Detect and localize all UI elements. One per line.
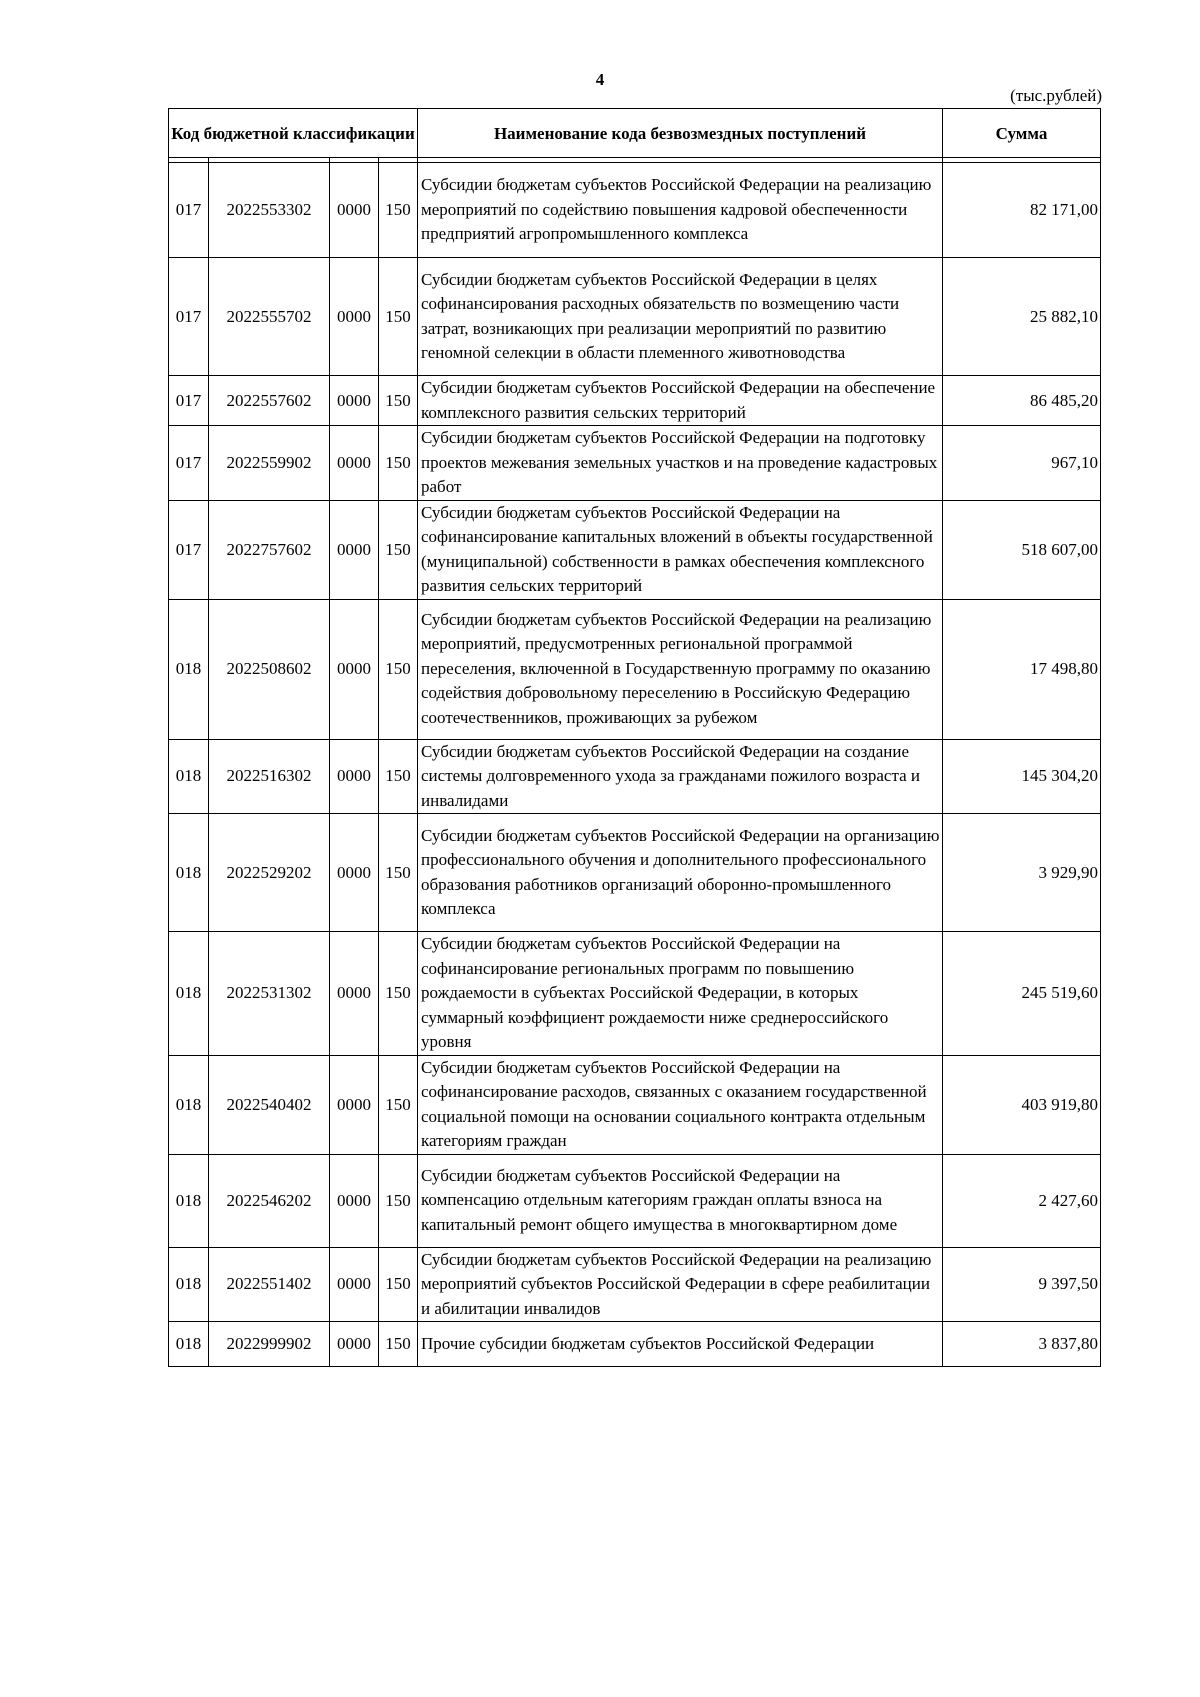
description-cell: Субсидии бюджетам субъектов Российской Федерации на реализацию мероприятий субъектов Российской Федерации в сфере реабилитации и абилитации инвалидов	[418, 1247, 943, 1322]
description-cell: Субсидии бюджетам субъектов Российской Федерации на создание системы долговременного ухода за гражданами пожилого возраста и инвалидами	[418, 739, 943, 814]
classification-code-cell: 2022508602	[209, 599, 330, 739]
description-cell: Субсидии бюджетам субъектов Российской Федерации на подготовку проектов межевания земельных участков и на проведение кадастровых работ	[418, 426, 943, 501]
program-code-cell: 0000	[330, 426, 379, 501]
description-cell: Субсидии бюджетам субъектов Российской Федерации на реализацию мероприятий, предусмотренных региональной программой переселения, включенной в Государственную программу по оказанию содействия добровольному переселению в Российскую Федерацию соотечественников, проживающих за рубежом	[418, 599, 943, 739]
classification-code-cell: 2022531302	[209, 932, 330, 1056]
sum-cell: 967,10	[943, 426, 1101, 501]
classification-code-cell: 2022559902	[209, 426, 330, 501]
description-cell: Субсидии бюджетам субъектов Российской Федерации на компенсацию отдельным категориям граждан оплаты взноса на капитальный ремонт общего имущества в многоквартирном доме	[418, 1154, 943, 1247]
classification-code-cell: 2022757602	[209, 500, 330, 599]
admin-code-cell: 017	[169, 258, 209, 376]
kosgu-code-cell: 150	[379, 258, 418, 376]
header-code: Код бюджетной классификации	[169, 109, 418, 158]
sum-cell: 145 304,20	[943, 739, 1101, 814]
kosgu-code-cell: 150	[379, 1322, 418, 1367]
kosgu-code-cell: 150	[379, 599, 418, 739]
kosgu-code-cell: 150	[379, 1247, 418, 1322]
table-row	[169, 1247, 1101, 1322]
admin-code-cell: 018	[169, 1322, 209, 1367]
header-sum: Сумма	[943, 109, 1101, 158]
table-row	[169, 739, 1101, 814]
classification-code-cell: 2022546202	[209, 1154, 330, 1247]
program-code-cell: 0000	[330, 500, 379, 599]
kosgu-code-cell: 150	[379, 814, 418, 932]
sum-cell: 9 397,50	[943, 1247, 1101, 1322]
table-row	[169, 163, 1101, 258]
description-cell: Субсидии бюджетам субъектов Российской Федерации на организацию профессионального обучения и дополнительного профессионального образования работников организаций оборонно-промышленного комплекса	[418, 814, 943, 932]
program-code-cell: 0000	[330, 376, 379, 426]
table-header-row	[169, 109, 1101, 158]
classification-code-cell: 2022999902	[209, 1322, 330, 1367]
kosgu-code-cell: 150	[379, 739, 418, 814]
table-row	[169, 376, 1101, 426]
classification-code-cell: 2022551402	[209, 1247, 330, 1322]
admin-code-cell: 018	[169, 599, 209, 739]
kosgu-code-cell: 150	[379, 426, 418, 501]
units-label: (тыс.рублей)	[1010, 86, 1102, 105]
admin-code-cell: 017	[169, 500, 209, 599]
table-row	[169, 426, 1101, 501]
table-row	[169, 932, 1101, 1056]
table-row	[169, 1055, 1101, 1154]
table-row	[169, 814, 1101, 932]
program-code-cell: 0000	[330, 1247, 379, 1322]
admin-code-cell: 017	[169, 163, 209, 258]
table-row	[169, 599, 1101, 739]
sum-cell: 86 485,20	[943, 376, 1101, 426]
sum-cell: 403 919,80	[943, 1055, 1101, 1154]
classification-code-cell: 2022557602	[209, 376, 330, 426]
program-code-cell: 0000	[330, 1322, 379, 1367]
program-code-cell: 0000	[330, 932, 379, 1056]
classification-code-cell: 2022555702	[209, 258, 330, 376]
classification-code-cell: 2022540402	[209, 1055, 330, 1154]
kosgu-code-cell: 150	[379, 376, 418, 426]
sum-cell: 17 498,80	[943, 599, 1101, 739]
page-number: 4	[595, 70, 605, 89]
sum-cell: 2 427,60	[943, 1154, 1101, 1247]
description-cell: Прочие субсидии бюджетам субъектов Российской Федерации	[418, 1322, 943, 1367]
sum-cell: 3 929,90	[943, 814, 1101, 932]
sum-cell: 245 519,60	[943, 932, 1101, 1056]
admin-code-cell: 017	[169, 426, 209, 501]
table-row	[169, 258, 1101, 376]
kosgu-code-cell: 150	[379, 163, 418, 258]
description-cell: Субсидии бюджетам субъектов Российской Федерации на софинансирование региональных программ по повышению рождаемости в субъектах Российской Федерации, в которых суммарный коэффициент рождаемости ниже среднероссийского уровня	[418, 932, 943, 1056]
kosgu-code-cell: 150	[379, 500, 418, 599]
kosgu-code-cell: 150	[379, 1055, 418, 1154]
description-cell: Субсидии бюджетам субъектов Российской Федерации на реализацию мероприятий по содействию повышения кадровой обеспеченности предприятий агропромышленного комплекса	[418, 163, 943, 258]
sum-cell: 518 607,00	[943, 500, 1101, 599]
description-cell: Субсидии бюджетам субъектов Российской Федерации на софинансирование расходов, связанных с оказанием государственной социальной помощи на основании социального контракта отдельным категориям граждан	[418, 1055, 943, 1154]
kosgu-code-cell: 150	[379, 932, 418, 1056]
description-cell: Субсидии бюджетам субъектов Российской Федерации в целях софинансирования расходных обязательств по возмещению части затрат, возникающих при реализации мероприятий по развитию геномной селекции в области племенного животноводства	[418, 258, 943, 376]
admin-code-cell: 018	[169, 739, 209, 814]
admin-code-cell: 017	[169, 376, 209, 426]
description-cell: Субсидии бюджетам субъектов Российской Федерации на софинансирование капитальных вложений в объекты государственной (муниципальной) собственности в рамках обеспечения комплексного развития сельских территорий	[418, 500, 943, 599]
classification-code-cell: 2022553302	[209, 163, 330, 258]
admin-code-cell: 018	[169, 1055, 209, 1154]
sum-cell: 82 171,00	[943, 163, 1101, 258]
program-code-cell: 0000	[330, 1055, 379, 1154]
sum-cell: 25 882,10	[943, 258, 1101, 376]
program-code-cell: 0000	[330, 599, 379, 739]
admin-code-cell: 018	[169, 814, 209, 932]
program-code-cell: 0000	[330, 739, 379, 814]
header-name: Наименование кода безвозмездных поступлений	[418, 109, 943, 158]
admin-code-cell: 018	[169, 1247, 209, 1322]
program-code-cell: 0000	[330, 1154, 379, 1247]
budget-table	[168, 108, 1101, 1367]
table-body	[169, 163, 1101, 1367]
classification-code-cell: 2022516302	[209, 739, 330, 814]
admin-code-cell: 018	[169, 1154, 209, 1247]
program-code-cell: 0000	[330, 258, 379, 376]
description-cell: Субсидии бюджетам субъектов Российской Федерации на обеспечение комплексного развития сельских территорий	[418, 376, 943, 426]
program-code-cell: 0000	[330, 163, 379, 258]
sum-cell: 3 837,80	[943, 1322, 1101, 1367]
table-row	[169, 500, 1101, 599]
admin-code-cell: 018	[169, 932, 209, 1056]
classification-code-cell: 2022529202	[209, 814, 330, 932]
kosgu-code-cell: 150	[379, 1154, 418, 1247]
table-row	[169, 1322, 1101, 1367]
table-row	[169, 1154, 1101, 1247]
program-code-cell: 0000	[330, 814, 379, 932]
